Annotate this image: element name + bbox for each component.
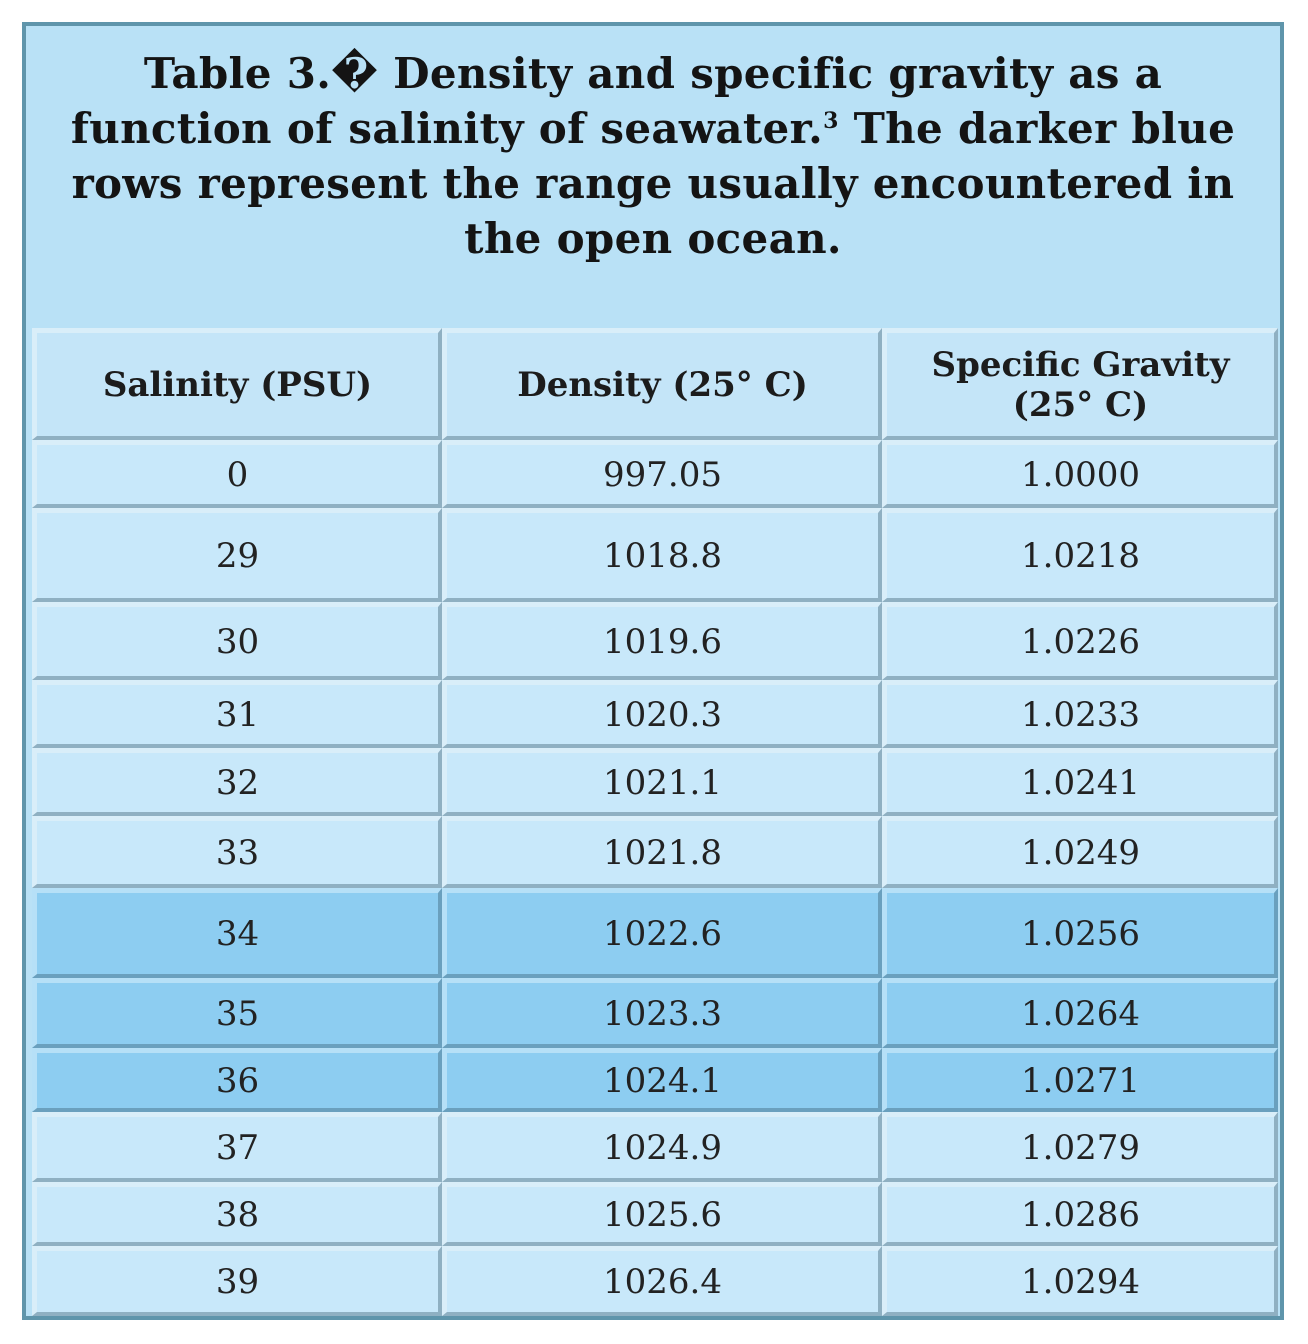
cell-specific-gravity: 1.0294: [882, 1246, 1278, 1316]
caption-text-continued: The darker blue rows represent the range usually encountered in the open ocean.: [71, 104, 1236, 263]
cell-salinity: 33: [32, 816, 442, 888]
cell-density: 1023.3: [442, 978, 882, 1048]
table-row: [32, 888, 1278, 978]
table-row: [32, 680, 1278, 748]
cell-specific-gravity: 1.0226: [882, 602, 1278, 680]
salinity-table: [32, 328, 1278, 1316]
table-body: [32, 440, 1278, 1316]
cell-salinity: 31: [32, 680, 442, 748]
table-caption: [26, 26, 1280, 326]
footnote-marker: 3: [823, 108, 839, 134]
cell-specific-gravity: 1.0286: [882, 1182, 1278, 1246]
cell-specific-gravity: 1.0218: [882, 508, 1278, 602]
cell-salinity: 37: [32, 1112, 442, 1182]
caption-text: Table 3.� Density and specific gravity as a function of salinity of seawater.: [70, 49, 1163, 153]
cell-salinity: 34: [32, 888, 442, 978]
table-row: [32, 1048, 1278, 1112]
table-row: [32, 816, 1278, 888]
table-row: [32, 1246, 1278, 1316]
cell-specific-gravity: 1.0271: [882, 1048, 1278, 1112]
cell-specific-gravity: 1.0256: [882, 888, 1278, 978]
table-row: [32, 1182, 1278, 1246]
cell-specific-gravity: 1.0264: [882, 978, 1278, 1048]
cell-density: 1021.8: [442, 816, 882, 888]
cell-density: 1024.1: [442, 1048, 882, 1112]
cell-salinity: 35: [32, 978, 442, 1048]
header-salinity: Salinity (PSU): [32, 328, 442, 440]
cell-specific-gravity: 1.0241: [882, 748, 1278, 816]
cell-salinity: 30: [32, 602, 442, 680]
cell-specific-gravity: 1.0279: [882, 1112, 1278, 1182]
cell-salinity: 39: [32, 1246, 442, 1316]
cell-salinity: 29: [32, 508, 442, 602]
cell-density: 1025.6: [442, 1182, 882, 1246]
cell-salinity: 38: [32, 1182, 442, 1246]
cell-specific-gravity: 1.0233: [882, 680, 1278, 748]
table-row: [32, 1112, 1278, 1182]
cell-salinity: 0: [32, 440, 442, 508]
table-row: [32, 508, 1278, 602]
header-density: Density (25° C): [442, 328, 882, 440]
cell-salinity: 36: [32, 1048, 442, 1112]
table-row: [32, 748, 1278, 816]
header-row: [32, 328, 1278, 440]
table-row: [32, 602, 1278, 680]
cell-specific-gravity: 1.0249: [882, 816, 1278, 888]
header-specific-gravity: Specific Gravity (25° C): [882, 328, 1278, 440]
table-frame: [22, 22, 1284, 1320]
cell-density: 1019.6: [442, 602, 882, 680]
cell-density: 1020.3: [442, 680, 882, 748]
cell-density: 1022.6: [442, 888, 882, 978]
cell-salinity: 32: [32, 748, 442, 816]
table-row: [32, 440, 1278, 508]
table-row: [32, 978, 1278, 1048]
cell-density: 1026.4: [442, 1246, 882, 1316]
cell-density: 1018.8: [442, 508, 882, 602]
cell-specific-gravity: 1.0000: [882, 440, 1278, 508]
cell-density: 1024.9: [442, 1112, 882, 1182]
cell-density: 997.05: [442, 440, 882, 508]
cell-density: 1021.1: [442, 748, 882, 816]
